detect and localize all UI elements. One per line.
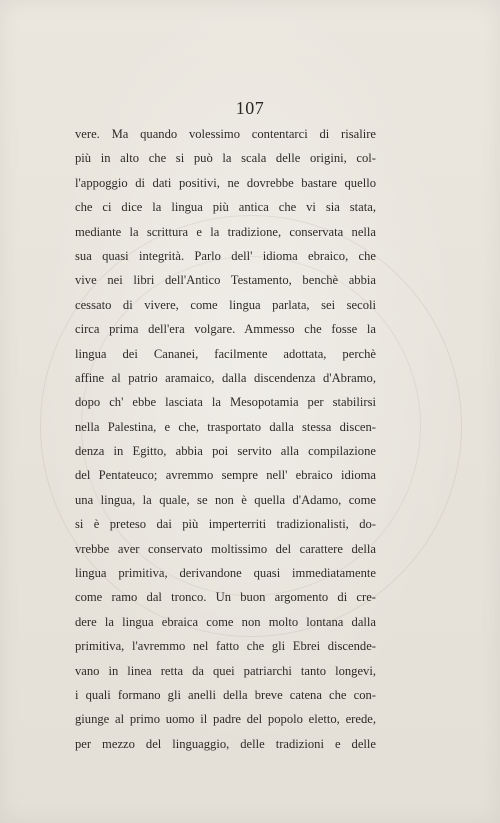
text-line: giunge al primo uomo il padre del popolo eletto, erede, bbox=[75, 712, 376, 727]
text-line: una lingua, la quale, se non è quella d'Adamo, come bbox=[75, 492, 376, 507]
text-line: vano in linea retta da quei patriarchi tanto longevi, bbox=[75, 663, 376, 678]
text-line: mediante la scrittura e la tradizione, conservata nella bbox=[75, 224, 376, 239]
text-line: denza in Egitto, abbia poi servito alla compilazione bbox=[75, 444, 376, 459]
text-line: per mezzo del linguaggio, delle tradizioni e delle bbox=[75, 736, 376, 751]
page-number: 107 bbox=[235, 98, 265, 118]
text-line: vrebbe aver conservato moltissimo del carattere della bbox=[75, 541, 376, 556]
body-text bbox=[75, 122, 376, 756]
text-line: si è preteso dai più imperterriti tradizionalisti, do- bbox=[75, 517, 376, 532]
text-line: lingua dei Cananei, facilmente adottata, perchè bbox=[75, 346, 376, 361]
text-line: vive nei libri dell'Antico Testamento, benchè abbia bbox=[75, 273, 376, 288]
text-line: circa prima dell'era volgare. Ammesso che fosse la bbox=[75, 322, 376, 337]
text-line: del Pentateuco; avremmo sempre nell' ebraico idioma bbox=[75, 468, 376, 483]
text-line: dopo ch' ebbe lasciata la Mesopotamia per stabilirsi bbox=[75, 395, 376, 410]
text-line: più in alto che si può la scala delle origini, col- bbox=[75, 151, 376, 166]
text-line: nella Palestina, e che, trasportato dalla stessa discen- bbox=[75, 419, 376, 434]
text-line: lingua primitiva, derivandone quasi immediatamente bbox=[75, 566, 376, 581]
text-line: sua quasi integrità. Parlo dell' idioma ebraico, che bbox=[75, 248, 376, 263]
text-line: come ramo dal tronco. Un buon argomento di cre- bbox=[75, 590, 376, 605]
text-line: i quali formano gli anelli della breve catena che con- bbox=[75, 687, 376, 702]
text-line: primitiva, l'avremmo nel fatto che gli Ebrei discende- bbox=[75, 639, 376, 654]
text-line: dere la lingua ebraica come non molto lontana dalla bbox=[75, 614, 376, 629]
text-line: vere. Ma quando volessimo contentarci di risalire bbox=[75, 127, 376, 141]
text-line: l'appoggio di dati positivi, ne dovrebbe bastare quello bbox=[75, 175, 376, 190]
text-line: cessato di vivere, come lingua parlata, sei secoli bbox=[75, 297, 376, 312]
text-line: affine al patrio aramaico, dalla discendenza d'Abramo, bbox=[75, 370, 376, 385]
text-line: che ci dice la lingua più antica che vi sia stata, bbox=[75, 200, 376, 215]
